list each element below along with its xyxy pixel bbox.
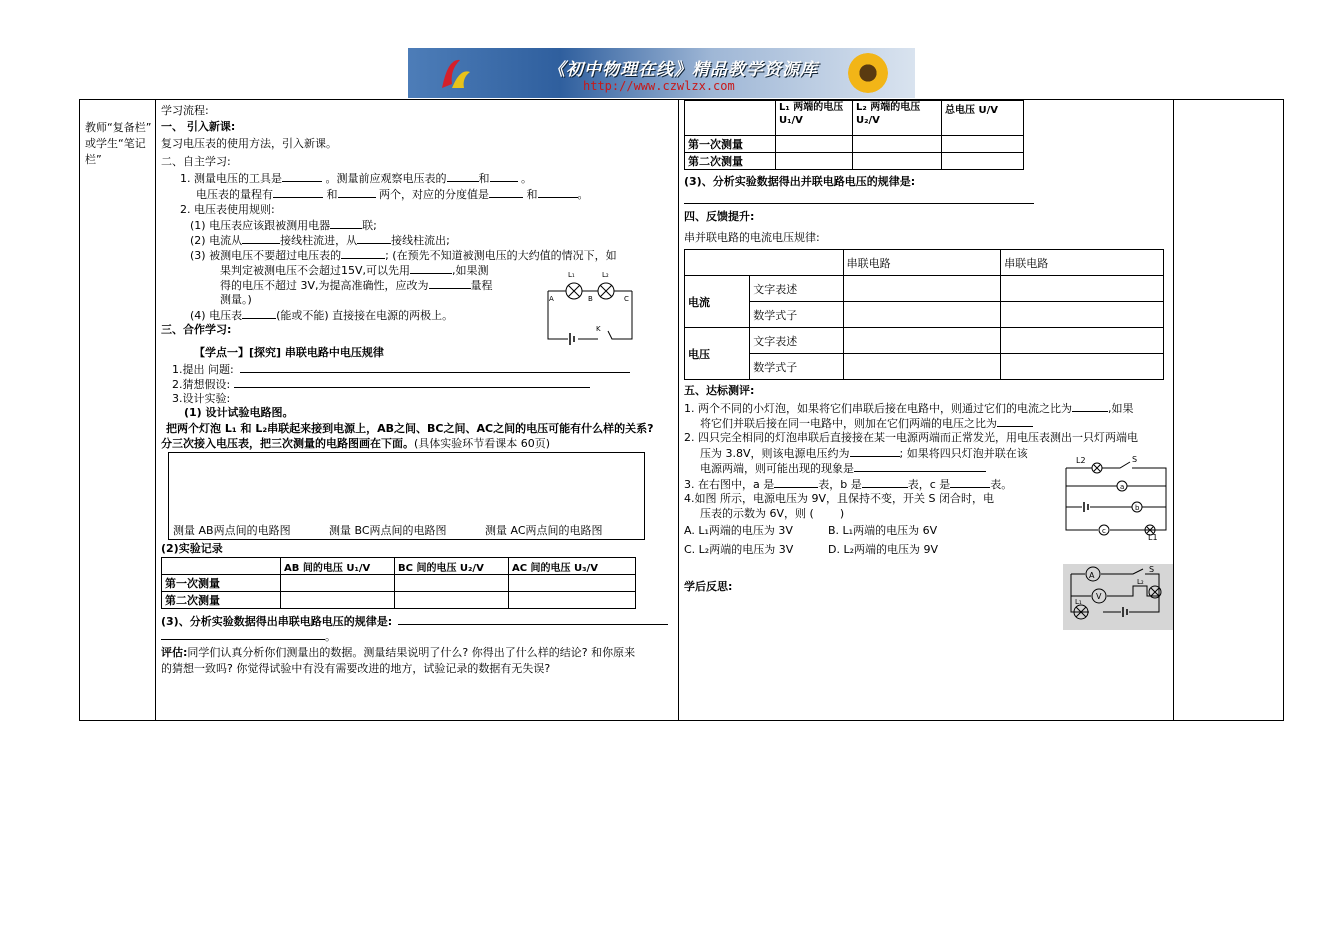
table-cell[interactable] <box>1001 354 1164 380</box>
blank <box>1072 401 1108 412</box>
table-cell[interactable] <box>843 302 1001 328</box>
rule-4 <box>190 308 453 322</box>
point-1-title: 【学点一】[探究] 串联电路中电压规律 <box>194 346 384 359</box>
exercise-2-d: 电源两端，则可能出现的现象是 <box>700 462 854 475</box>
label-a: a <box>1120 483 1125 491</box>
rules-math-label: 数学式子 <box>750 302 843 328</box>
blank <box>161 629 325 640</box>
record-title: (2)实验记录 <box>161 542 223 555</box>
series-analysis <box>161 614 668 628</box>
table-header-total: 总电压 U/V <box>942 101 1024 136</box>
table-cell[interactable] <box>509 592 636 609</box>
experiment-desc-2-main: 分三次接入电压表，把三次测量的电路图画在下面。 <box>161 437 414 450</box>
table-header-empty <box>162 558 281 575</box>
box-label-ab: 测量 AB两点间的电路图 <box>173 524 291 537</box>
answer-line <box>684 203 1034 204</box>
row-label-1: 第一次测量 <box>162 575 281 592</box>
q1-text-g: 两个，对应的分度值是 <box>379 188 489 201</box>
rule-3-line2 <box>220 263 489 277</box>
frame-top <box>79 99 1284 100</box>
rules-header-series: 串联电路 <box>843 250 1001 276</box>
option-c[interactable]: C. L₂两端的电压为 3V <box>684 543 794 556</box>
table-row <box>685 136 1024 153</box>
blank <box>774 477 818 488</box>
table-cell[interactable] <box>942 136 1024 153</box>
rule-3 <box>190 248 617 262</box>
exercise-3 <box>684 477 1012 491</box>
label-voltmeter: V <box>1096 592 1102 601</box>
q1-text-a: 1. 测量电压的工具是 <box>180 172 282 185</box>
site-logo-icon <box>438 54 474 92</box>
reflection-title: 学后反思: <box>684 580 733 593</box>
q1-text-h: 和 <box>526 188 538 201</box>
exercise-1-line2 <box>700 416 1033 430</box>
table-cell[interactable] <box>1001 302 1164 328</box>
table-cell[interactable] <box>509 575 636 592</box>
rule-1-a: (1) 电压表应该跟被测用电器 <box>190 219 331 232</box>
exercise-1-a: 1. 两个不同的小灯泡，如果将它们串联后接在电路中，则通过它们的电流之比为 <box>684 402 1072 415</box>
rule-3-e: 得的电压不超过 3V,为提高准确性，应改为 <box>220 279 429 292</box>
label-lamp-1: L₁ <box>1075 598 1082 606</box>
exercise-1-c: 将它们并联后接在同一电路中，则加在它们两端的电压之比为 <box>700 417 997 430</box>
box-label-ac: 测量 AC两点间的电路图 <box>485 524 603 537</box>
q1-text-c: 和 <box>478 172 490 185</box>
evaluation-1 <box>161 646 635 659</box>
blank <box>862 477 908 488</box>
series-circuit-diagram <box>540 265 640 347</box>
rule-4-a: (4) 电压表 <box>190 309 243 322</box>
box-label-bc: 测量 BC两点间的电路图 <box>329 524 447 537</box>
table-header-ab: AB 间的电压 U₁/V <box>281 558 395 575</box>
section-3-title: 三、合作学习: <box>161 323 232 336</box>
table-cell[interactable] <box>853 136 942 153</box>
blank <box>429 278 471 289</box>
exercise-1-b: ,如果 <box>1108 402 1134 415</box>
exercise-4: 4.如图 所示，电源电压为 9V，且保持不变，开关 S 闭合时，电 <box>684 492 994 505</box>
exercise-3-b: 表，b 是 <box>818 478 862 491</box>
experiment-desc-2-note: (具体实验环节看课本 60页) <box>414 437 551 450</box>
label-L2: L2 <box>1076 456 1086 465</box>
blank <box>447 171 479 182</box>
label-A: A <box>549 295 554 303</box>
exercise-4-c: ) <box>839 507 845 520</box>
rule-3-d: ,如果测 <box>452 264 489 277</box>
table-cell[interactable] <box>776 136 853 153</box>
table-cell[interactable] <box>942 153 1024 170</box>
q1-line2 <box>196 187 589 201</box>
label-lamp-2: L₂ <box>1137 578 1144 586</box>
rules-current-label: 电流 <box>685 276 750 328</box>
label-K: K <box>596 325 601 333</box>
table-cell[interactable] <box>843 354 1001 380</box>
table-row <box>162 592 636 609</box>
rule-3-f: 量程 <box>470 279 493 292</box>
step-3: 3.设计实验: <box>172 392 231 405</box>
table-header-l1: L₁ 两端的电压 U₁/V <box>776 101 853 136</box>
blank <box>490 171 518 182</box>
step-1 <box>172 362 630 376</box>
exercise-1 <box>684 401 1134 415</box>
rule-3-b: ; (在预先不知道被测电压的大约值的情况下，如 <box>385 249 617 262</box>
blank <box>234 377 590 388</box>
blank <box>357 233 391 244</box>
series-analysis-end: 。 <box>325 630 336 643</box>
exercise-2-line2 <box>700 446 1028 460</box>
blank <box>240 362 630 373</box>
rule-4-b: (能或不能) 直接接在电源的两极上。 <box>276 309 454 322</box>
q1-text-d: 。 <box>521 172 532 185</box>
evaluation-2: 的猜想一致吗? 你觉得试验中有没有需要改进的地方，试验记录的数据有无失误? <box>161 662 551 675</box>
label-L2: L₂ <box>602 271 609 279</box>
table-header-l2: L₂ 两端的电压 U₂/V <box>853 101 942 136</box>
rule-3-c: 果判定被测电压不会超过15V,可以先用 <box>220 264 411 277</box>
blank <box>242 233 280 244</box>
blank <box>398 614 668 625</box>
frame-col-3 <box>678 99 679 721</box>
label-S: S <box>1132 455 1138 464</box>
q2-title: 2. 电压表使用规则: <box>180 203 275 216</box>
table-cell[interactable] <box>395 575 509 592</box>
step-2 <box>172 377 590 391</box>
rules-header-parallel: 串联电路 <box>1001 250 1164 276</box>
rule-3-a: (3) 被测电压不要超过电压表的 <box>190 249 342 262</box>
rule-3-line4: 测量。) <box>220 293 252 306</box>
row-label-2: 第二次测量 <box>162 592 281 609</box>
header-banner <box>408 48 915 98</box>
label-B: B <box>588 295 593 303</box>
rule-3-line3 <box>220 278 493 292</box>
table-cell[interactable] <box>843 276 1001 302</box>
section-1-text: 复习电压表的使用方法，引入新课。 <box>161 137 337 150</box>
table-cell[interactable] <box>281 592 395 609</box>
table-cell[interactable] <box>843 328 1001 354</box>
frame-col-2 <box>155 99 156 721</box>
series-analysis-cont <box>161 629 336 643</box>
q1-line1 <box>180 171 532 185</box>
rule-2-c: 接线柱流出; <box>391 234 450 247</box>
series-analysis-label: (3)、分析实验数据得出串联电路电压的规律是: <box>161 615 393 628</box>
blank <box>538 187 578 198</box>
table-cell[interactable] <box>1001 276 1164 302</box>
label-switch: S <box>1149 565 1155 574</box>
table-row <box>162 575 636 592</box>
table-cell[interactable] <box>395 592 509 609</box>
label-b: b <box>1135 504 1140 512</box>
experiment-desc: 把两个灯泡 L₁ 和 L₂串联起来接到电源上，AB之间、BC之间、AC之间的电压可能有什么样的关系? <box>166 422 654 435</box>
banner-title: 《初中物理在线》精品教学资源库 <box>548 60 818 80</box>
blank <box>410 263 452 274</box>
banner-url: http://www.czwlzx.com <box>583 79 735 93</box>
rule-2-b: 接线柱流进，从 <box>280 234 358 247</box>
experiment-desc-2 <box>161 437 550 450</box>
blank <box>489 187 523 198</box>
exercise-4-b: 压表的示数为 6V，则 ( <box>700 507 814 520</box>
q1-text-i: 。 <box>577 188 589 201</box>
q1-text-e: 电压表的量程有 <box>196 188 273 201</box>
label-C: C <box>624 295 629 303</box>
option-d[interactable]: D. L₂两端的电压为 9V <box>828 543 939 556</box>
blank <box>242 308 276 319</box>
table-row <box>685 153 1024 170</box>
row-label-2: 第二次测量 <box>685 153 776 170</box>
rule-1 <box>190 218 377 232</box>
step-2-label: 2.猜想假设: <box>172 378 231 391</box>
rule-2-a: (2) 电流从 <box>190 234 243 247</box>
rules-table <box>684 249 1164 380</box>
frame-col-1 <box>79 99 80 721</box>
blank <box>338 187 376 198</box>
parallel-analysis: (3)、分析实验数据得出并联电路电压的规律是: <box>684 175 916 188</box>
blank <box>273 187 323 198</box>
label-ammeter: A <box>1089 571 1095 580</box>
rule-2 <box>190 233 450 247</box>
q1-text-b: 。测量前应观察电压表的 <box>325 172 447 185</box>
sunflower-icon <box>848 53 888 93</box>
section-5-title: 五、达标测评: <box>684 384 755 397</box>
option-a[interactable]: A. L₁两端的电压为 3V <box>684 524 793 537</box>
row-label-1: 第一次测量 <box>685 136 776 153</box>
section-2-title: 二、自主学习: <box>161 155 231 168</box>
label-L1: L₁ <box>568 271 575 279</box>
exercise-2: 2. 四只完全相同的灯泡串联后直接接在某一电源两端而正常发光，用电压表测出一只灯两端电 <box>684 431 1138 444</box>
rules-math-label: 数学式子 <box>750 354 843 380</box>
blank <box>282 171 322 182</box>
frame-col-5 <box>1283 99 1284 721</box>
section-1-title: 一、 引入新课: <box>161 120 236 133</box>
evaluation-text-1: 同学们认真分析你们测量出的数据。测量结果说明了什么? 你得出了什么样的结论? 和你原来 <box>187 646 636 659</box>
sidebar-note-1: 教师“复备栏” <box>85 121 152 134</box>
label-L1: L1 <box>1148 533 1158 542</box>
blank <box>854 461 986 472</box>
series-record-table <box>161 557 636 609</box>
exercise-3-d: 表。 <box>990 478 1013 491</box>
table-cell[interactable] <box>1001 328 1164 354</box>
blank <box>950 477 990 488</box>
blank <box>341 248 385 259</box>
rules-voltage-label: 电压 <box>685 328 750 380</box>
frame-bottom <box>79 720 1284 721</box>
rules-header-empty <box>685 250 844 276</box>
exercise-2-b: 压为 3.8V，则该电源电压约为 <box>700 447 850 460</box>
sidebar-note-3: 栏” <box>85 153 102 166</box>
table-cell[interactable] <box>776 153 853 170</box>
rules-text-label: 文字表述 <box>750 276 843 302</box>
step-3-1: (1) 设计试验电路图。 <box>184 406 294 419</box>
frame-col-4 <box>1173 99 1174 721</box>
exercise-2-line3 <box>700 461 986 475</box>
exercise-3-c: 表，c 是 <box>907 478 951 491</box>
meter-circuit-diagram <box>1062 452 1172 542</box>
section-4-title: 四、反馈提升: <box>684 210 755 223</box>
q1-text-f: 和 <box>326 188 338 201</box>
table-cell[interactable] <box>281 575 395 592</box>
exercise-4-line2 <box>700 507 844 520</box>
section-4-text: 串并联电路的电流电压规律: <box>684 231 820 244</box>
option-b[interactable]: B. L₁两端的电压为 6V <box>828 524 938 537</box>
flow-title: 学习流程: <box>161 104 209 117</box>
table-header-empty <box>685 101 776 136</box>
exercise-2-c: ; 如果将四只灯泡并联在该 <box>899 447 1028 460</box>
blank <box>997 416 1033 427</box>
table-header-bc: BC 间的电压 U₂/V <box>395 558 509 575</box>
blank <box>850 446 900 457</box>
voltmeter-circuit-diagram <box>1063 564 1173 630</box>
exercise-3-a: 3. 在右图中，a 是 <box>684 478 775 491</box>
label-c: c <box>1102 527 1106 535</box>
rules-text-label: 文字表述 <box>750 328 843 354</box>
table-header-ac: AC 间的电压 U₃/V <box>509 558 636 575</box>
rule-1-b: 联; <box>362 219 377 232</box>
step-1-label: 1.提出 问题: <box>172 363 234 376</box>
table-cell[interactable] <box>853 153 942 170</box>
evaluation-label: 评估: <box>161 646 188 659</box>
sidebar-note-2: 或学生“笔记 <box>85 137 146 150</box>
blank <box>330 218 362 229</box>
parallel-record-table <box>684 100 1024 170</box>
